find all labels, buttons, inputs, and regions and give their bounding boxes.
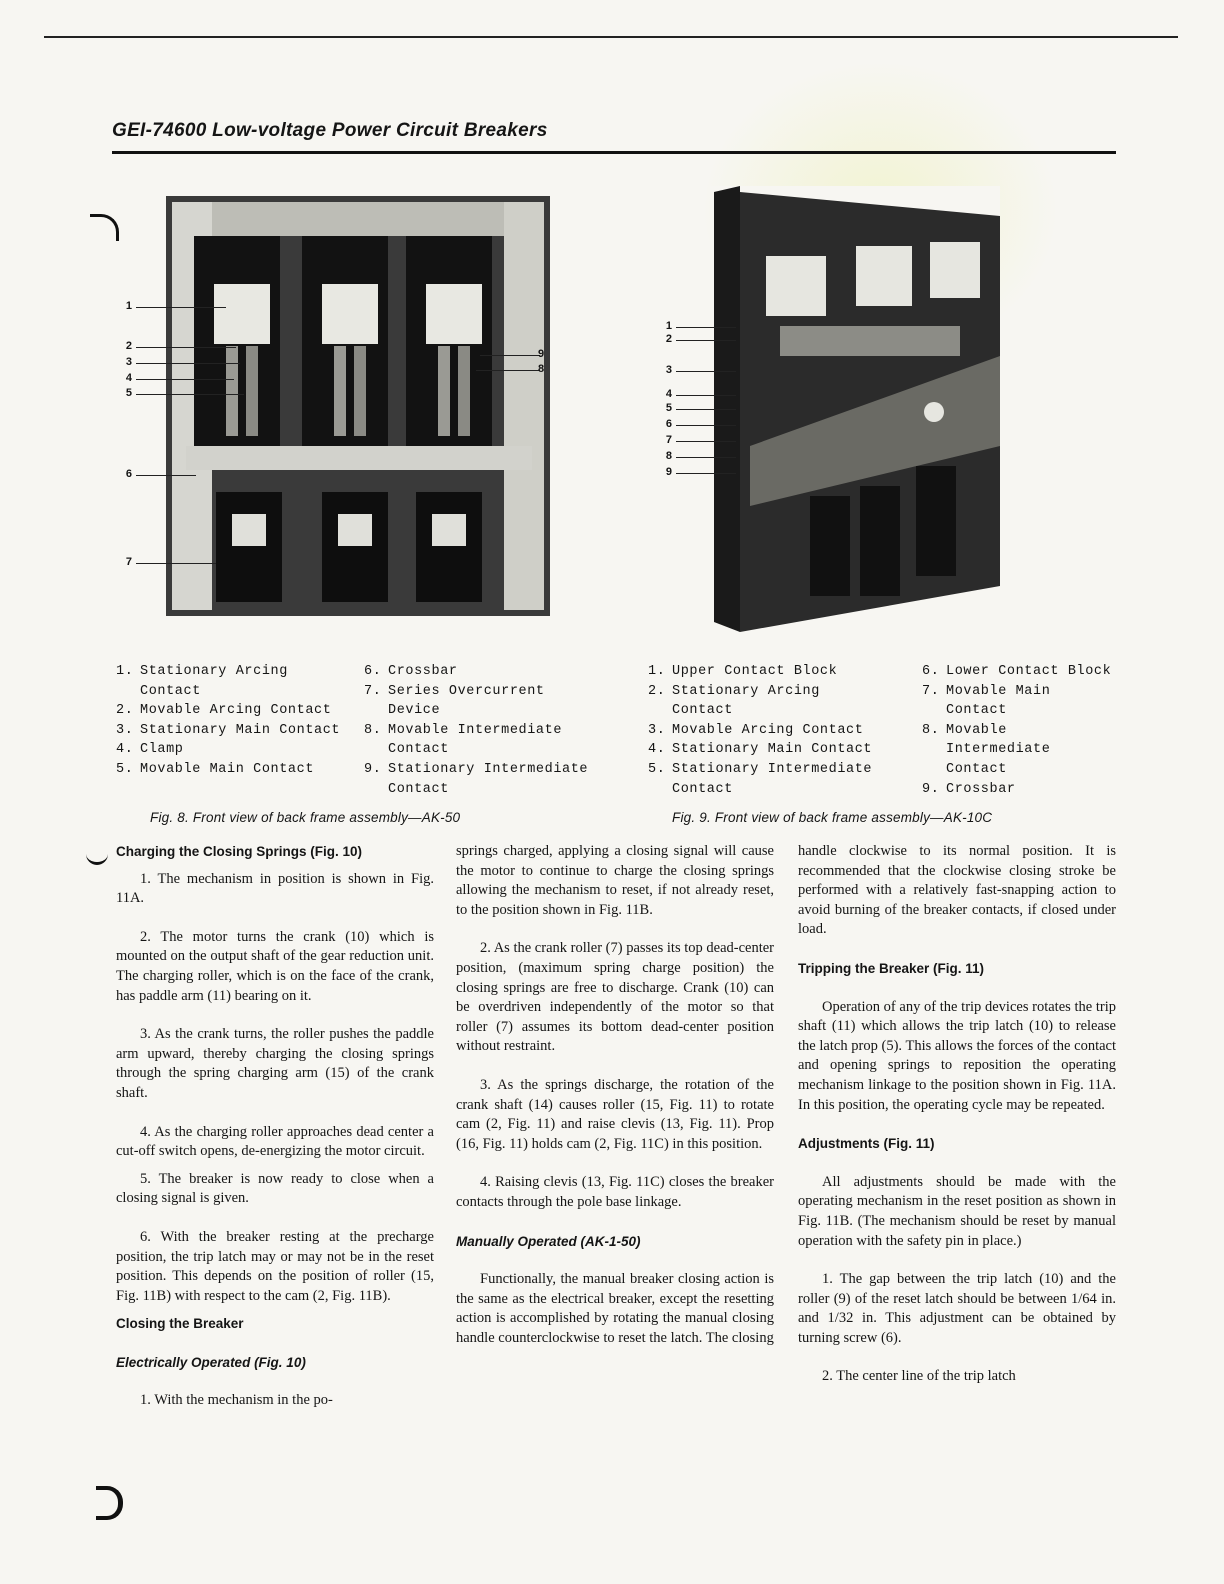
fig9-callout-8: 8 (665, 450, 672, 462)
legend-item: 3. Movable Arcing Contact (648, 722, 864, 738)
paragraph: 1. With the mechanism in the po- (140, 1392, 333, 1409)
legend-item: 5. Movable Main Contact (116, 761, 315, 777)
legend-item: 2. Movable Arcing Contact (116, 703, 332, 719)
figure-8-photo (166, 196, 550, 616)
fig8-callout-8: 8 (538, 363, 545, 375)
paragraph: handle clockwise to its normal position. It is recommended that the clockwise closing stroke be performed with a relatively fast-snapping action to avoid burning of the breaker contacts, if closed under load. (798, 843, 1116, 938)
legend-item: 3. Stationary Main Contact (116, 722, 341, 738)
legend-item: 9. Stationary Intermediate Contact (364, 761, 589, 797)
fig9-leader-9 (676, 473, 736, 474)
section-heading: Tripping the Breaker (Fig. 11) (798, 960, 985, 976)
header-rule (112, 151, 1116, 154)
figure-9-legend-col1 (648, 662, 888, 799)
figure-8-caption: Fig. 8. Front view of back frame assembly—AK-50 (150, 810, 461, 825)
fig9-leader-5 (676, 409, 736, 410)
fig9-callout-4: 4 (665, 388, 672, 400)
text-column-2 (456, 842, 774, 1367)
fig9-callout-2: 2 (665, 333, 672, 345)
figure-8-legend-col2 (364, 662, 594, 799)
fig8-leader-6 (136, 475, 196, 476)
fig9-callout-7: 7 (665, 434, 672, 446)
fig8-leader-5 (136, 394, 244, 395)
binder-mark-top (90, 214, 119, 241)
fig8-callout-7: 7 (125, 556, 132, 568)
fig9-callout-5: 5 (665, 402, 672, 414)
legend-item: 1. Stationary Arcing Contact (116, 664, 288, 699)
fig9-leader-6 (676, 425, 736, 426)
paragraph: 2. The motor turns the crank (10) which is mounted on the output shaft of the gear reduction unit. The charging roller, which is on the face of the crank, has paddle arm (11) bearing on it. (116, 928, 434, 1004)
fig9-leader-3 (676, 371, 736, 372)
paragraph: 2. As the crank roller (7) passes its top dead-center position, (maximum spring charge position) the closing springs are free to discharge. Crank (10) can be overdriven independently of the motor so that roller (7) assumes its bottom dead-center position without restraint. (456, 940, 774, 1055)
fig9-leader-2 (676, 340, 736, 341)
page-header (112, 120, 1116, 156)
fig9-callout-6: 6 (665, 418, 672, 430)
legend-item: 9. Crossbar (922, 781, 1016, 797)
figure-8-illustration (166, 196, 550, 616)
paragraph: 3. As the springs discharge, the rotation of the crank shaft (14) causes roller (15, Fig. 11) to rotate cam (2, Fig. 11) and raise clevis (13, Fig. 11). Prop (16, Fig. 11) holds cam (2, Fig. 11C) in this position. (456, 1076, 774, 1152)
text-column-3 (798, 842, 1116, 1406)
fig9-leader-1 (676, 327, 736, 328)
paragraph: 1. The mechanism in position is shown in Fig. 11A. (116, 870, 434, 907)
section-heading: Closing the Breaker (116, 1316, 244, 1332)
fig8-leader-9 (480, 355, 540, 356)
fig9-leader-4 (676, 395, 736, 396)
section-heading: Adjustments (Fig. 11) (798, 1136, 935, 1152)
legend-item: 4. Clamp (116, 742, 184, 758)
binder-mark-mid (86, 848, 108, 865)
legend-item: 7. Series Overcurrent Device (364, 683, 545, 719)
legend-item: 7. Movable Main Contact (922, 683, 1051, 719)
fig8-leader-8 (476, 370, 540, 371)
figure-9-photo (710, 186, 1000, 632)
paragraph: 3. As the crank turns, the roller pushes the paddle arm upward, thereby charging the closing springs through the spring charging arm (15) of the crank shaft. (116, 1026, 434, 1101)
figure-9-legend-col2 (922, 662, 1112, 799)
legend-item: 4. Stationary Main Contact (648, 742, 873, 758)
paragraph: 5. The breaker is now ready to close when a closing signal is given. (116, 1170, 434, 1207)
subsection-heading: Electrically Operated (Fig. 10) (116, 1354, 306, 1370)
fig8-callout-3: 3 (125, 356, 132, 368)
paragraph: 1. The gap between the trip latch (10) and the roller (9) of the reset latch should be between 1/64 in. and 1/32 in. This adjustment can be obtained by turning screw (6). (798, 1271, 1116, 1346)
paragraph: 2. The center line of the trip latch (822, 1368, 1016, 1385)
paragraph: Functionally, the manual breaker closing action is the same as the electrical breaker, except the resetting action is accomplished by rotating the manual closing handle counterclockwise to reset the latch. The closing (456, 1271, 774, 1346)
fig8-callout-6: 6 (125, 468, 132, 480)
fig9-leader-7 (676, 441, 736, 442)
legend-item: 5. Stationary Intermediate Contact (648, 761, 873, 797)
text-column-1 (116, 842, 434, 1430)
fig8-callout-9: 9 (538, 348, 545, 360)
figure-9-caption: Fig. 9. Front view of back frame assembly—AK-10C (672, 810, 993, 825)
fig8-leader-3 (136, 363, 240, 364)
paragraph: All adjustments should be made with the operating mechanism in the reset position as shown in Fig. 11B. (The mechanism should be reset by manual operation with the safety pin in place.) (798, 1173, 1116, 1249)
paragraph: 4. Raising clevis (13, Fig. 11C) closes the breaker contacts through the pole base linkage. (456, 1174, 774, 1210)
fig8-callout-2: 2 (125, 340, 132, 352)
legend-item: 6. Crossbar (364, 664, 458, 679)
fig8-callout-1: 1 (125, 300, 132, 312)
paragraph: springs charged, applying a closing signal will cause the motor to continue to charge the closing springs allowing the mechanism to reset, if not already reset, to the position shown in Fig. 11B. (456, 843, 774, 918)
binder-mark-bottom (96, 1486, 123, 1520)
section-heading: Charging the Closing Springs (Fig. 10) (116, 844, 363, 859)
fig9-callout-9: 9 (665, 466, 672, 478)
top-rule (44, 36, 1178, 38)
legend-item: 8. Movable Intermediate Contact (364, 722, 563, 758)
fig9-callout-3: 3 (665, 364, 672, 376)
figure-9-illustration (710, 186, 1000, 632)
paragraph: Operation of any of the trip devices rotates the trip shaft (11) which allows the trip latch (10) to release the latch prop (5). This allows the forces of the contact and opening springs to reposition the operating mechanism linkage to the position shown in Fig. 11A. In this position, the operating cycle may be repeated. (798, 998, 1116, 1113)
fig8-callout-4: 4 (125, 372, 132, 384)
fig8-callout-5: 5 (125, 387, 132, 399)
fig9-leader-8 (676, 457, 736, 458)
legend-item: 2. Stationary Arcing Contact (648, 683, 820, 719)
page-title: GEI-74600 Low-voltage Power Circuit Breakers (112, 120, 548, 141)
subsection-heading: Manually Operated (AK-1-50) (456, 1233, 641, 1249)
paragraph: 4. As the charging roller approaches dead center a cut-off switch opens, de-energizing the motor circuit. (116, 1123, 434, 1160)
fig8-leader-4 (136, 379, 234, 380)
legend-item: 8. Movable Intermediate Contact (922, 722, 1051, 777)
fig8-leader-7 (136, 563, 216, 564)
legend-item: 6. Lower Contact Block (922, 664, 1112, 679)
figure-8-legend-col1 (116, 662, 346, 780)
legend-item: 1. Upper Contact Block (648, 664, 838, 679)
paragraph: 6. With the breaker resting at the precharge position, the trip latch may or may not be in the reset position. This depends on the position of roller (15, Fig. 11B) with respect to the cam (2, Fig. 11B). (116, 1228, 434, 1304)
fig8-leader-1 (136, 307, 226, 308)
fig8-leader-2 (136, 347, 236, 348)
fig9-callout-1: 1 (665, 320, 672, 332)
